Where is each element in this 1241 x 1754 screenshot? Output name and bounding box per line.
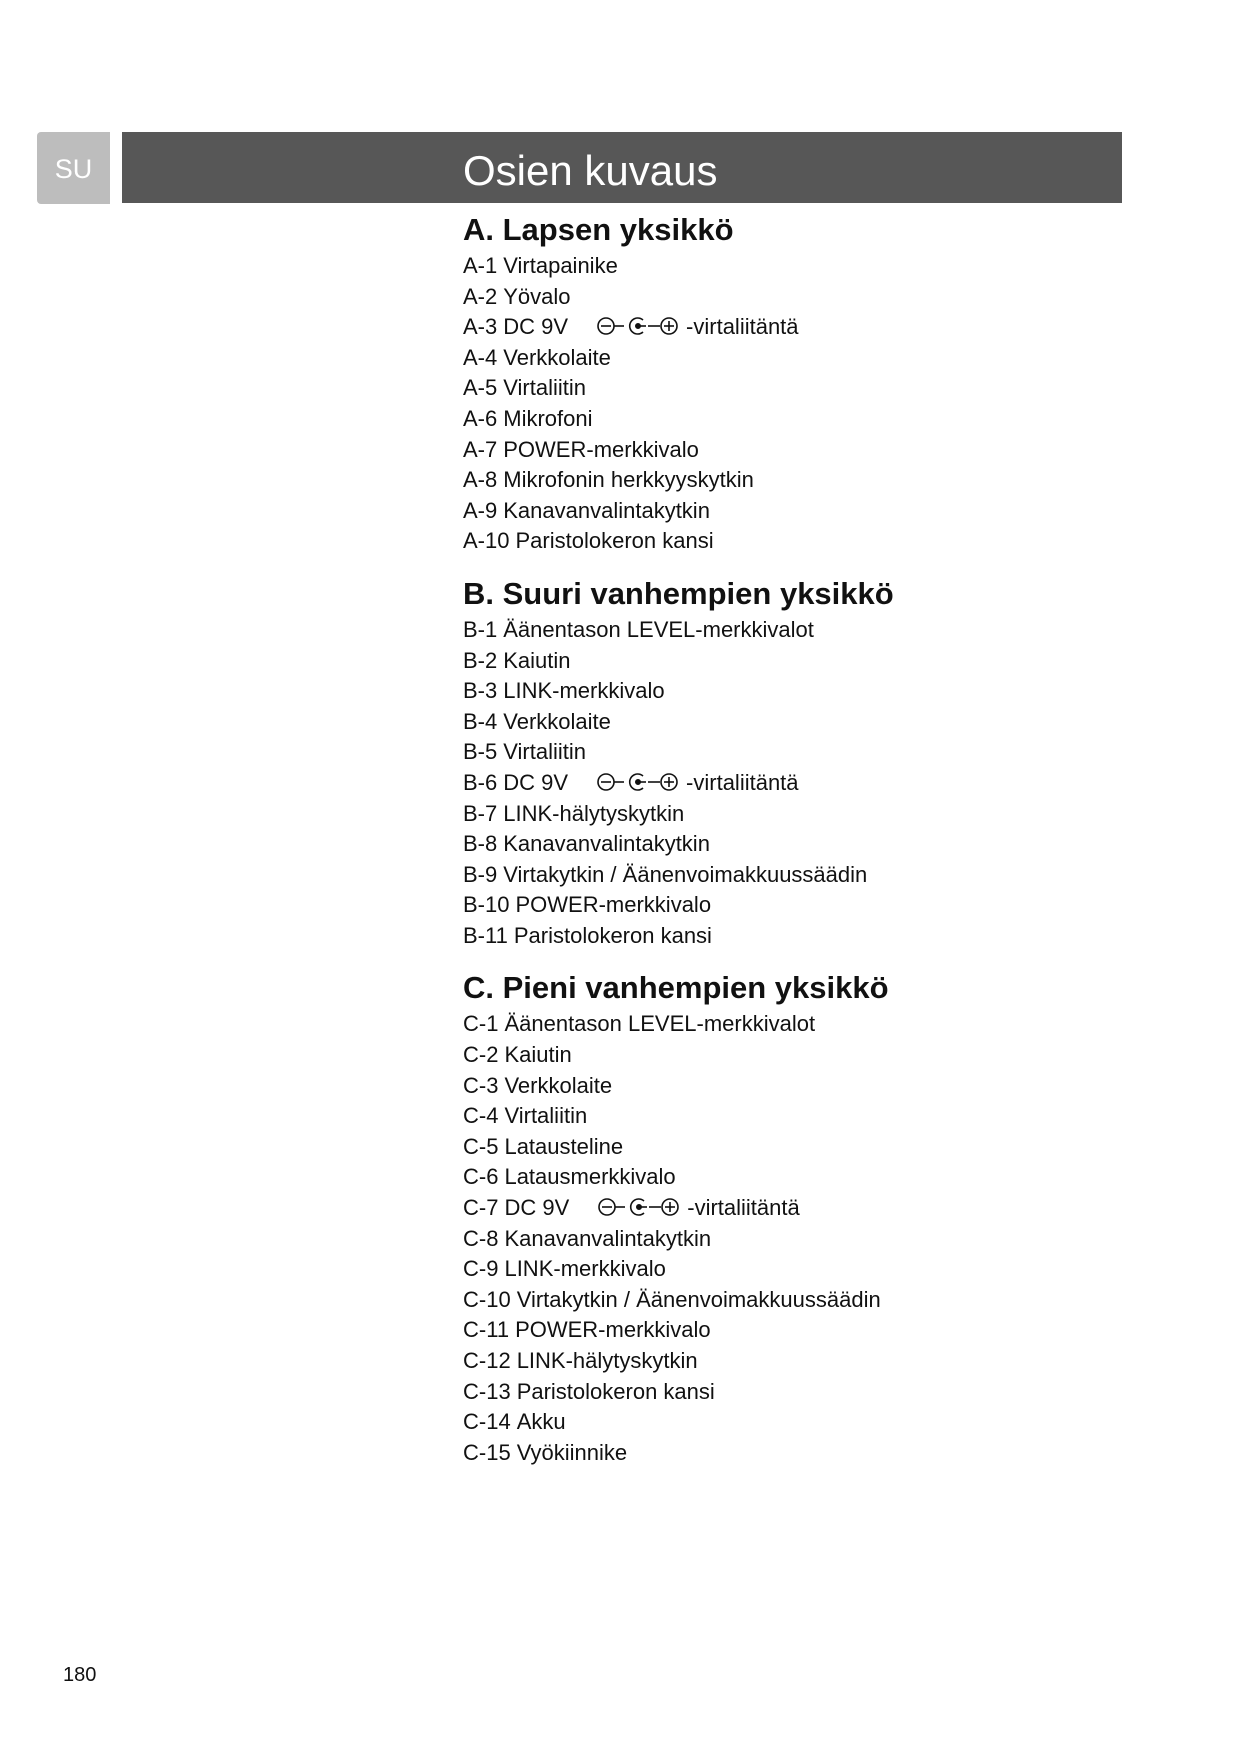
item-code: C-5 — [463, 1133, 499, 1159]
section-heading: A. Lapsen yksikkö — [463, 212, 734, 247]
item-suffix: -virtaliitäntä — [687, 1195, 800, 1221]
list-item — [463, 1346, 1183, 1377]
item-code: B-3 — [463, 678, 498, 704]
item-code: C-4 — [463, 1103, 499, 1129]
item-label: Akku — [516, 1409, 566, 1435]
item-code: C-2 — [463, 1042, 499, 1068]
item-code: C-3 — [463, 1072, 499, 1098]
page-title: Osien kuvaus — [463, 147, 718, 194]
list-item — [463, 799, 1183, 830]
item-label: Paristolokeron kansi — [513, 922, 712, 948]
item-code: B-10 — [463, 892, 510, 918]
list-item — [463, 1071, 1183, 1102]
item-label: DC 9V — [503, 314, 569, 340]
item-label: Verkkolaite — [503, 344, 611, 370]
list-item — [463, 646, 1183, 677]
item-code: C-8 — [463, 1225, 499, 1251]
item-code: C-15 — [463, 1439, 511, 1465]
list-item — [463, 1009, 1183, 1040]
section-heading: B. Suuri vanhempien yksikkö — [463, 575, 894, 611]
list-item — [463, 860, 1183, 891]
list-item — [463, 737, 1183, 768]
item-label: Verkkolaite — [503, 708, 611, 734]
list-item — [463, 343, 1183, 374]
list-item — [463, 1438, 1183, 1469]
item-label: Mikrofoni — [503, 405, 593, 431]
list-item — [463, 1224, 1183, 1255]
item-code: A-10 — [463, 528, 510, 554]
item-label: Virtaliitin — [504, 1103, 588, 1129]
item-code: C-12 — [463, 1348, 511, 1373]
list-item — [463, 1407, 1183, 1438]
item-code: A-4 — [463, 344, 498, 370]
section-a — [463, 210, 1183, 557]
item-code: B-1 — [463, 616, 498, 642]
item-label: Vyökiinnike — [516, 1439, 628, 1465]
item-code: C-1 — [463, 1011, 499, 1037]
item-code: C-7 — [463, 1195, 499, 1221]
item-code: B-8 — [463, 831, 498, 857]
item-code: B-6 — [463, 769, 498, 795]
item-code: B-9 — [463, 861, 498, 887]
item-code: A-3 — [463, 314, 498, 340]
list-item — [463, 615, 1183, 646]
item-code: C-11 — [463, 1317, 510, 1343]
item-label: Virtapainike — [503, 253, 618, 278]
list-item — [463, 435, 1183, 466]
list-item — [463, 251, 1183, 282]
list-item — [463, 1101, 1183, 1132]
item-code: C-10 — [463, 1286, 511, 1312]
item-code: B-4 — [463, 708, 498, 734]
item-code: A-6 — [463, 405, 498, 431]
item-label: Virtaliitin — [503, 739, 586, 765]
item-code: B-11 — [463, 922, 508, 948]
item-label: Kanavanvalintakytkin — [503, 831, 710, 857]
item-label: Kanavanvalintakytkin — [503, 497, 710, 523]
list-item — [463, 921, 1183, 952]
item-label: Virtaliitin — [503, 375, 586, 401]
item-label: Paristolokeron kansi — [515, 528, 714, 554]
item-label: POWER-merkkivalo — [515, 1317, 711, 1343]
item-label: POWER-merkkivalo — [515, 892, 712, 918]
item-label: LINK-hälytyskytkin — [516, 1348, 698, 1373]
section-heading: C. Pieni vanhempien yksikkö — [463, 970, 889, 1006]
list-item — [463, 1040, 1183, 1071]
item-label: Yövalo — [503, 283, 571, 309]
list-item — [463, 1315, 1183, 1346]
item-label: Äänentason LEVEL-merkkivalot — [504, 1011, 816, 1037]
list-item — [463, 312, 1183, 343]
section-c — [463, 968, 1183, 1468]
list-item — [463, 1285, 1183, 1316]
list-item — [463, 282, 1183, 313]
list-item — [463, 707, 1183, 738]
list-item — [463, 1377, 1183, 1408]
item-code: B-5 — [463, 739, 498, 765]
list-item — [463, 373, 1183, 404]
list-item — [463, 1162, 1183, 1193]
item-label: DC 9V — [503, 769, 569, 795]
item-label: Latausteline — [504, 1133, 624, 1159]
item-code: A-9 — [463, 497, 498, 523]
polarity-icon — [596, 315, 680, 337]
list-item — [463, 526, 1183, 557]
list-item — [463, 465, 1183, 496]
item-label: DC 9V — [504, 1195, 570, 1221]
item-label: Äänentason LEVEL-merkkivalot — [503, 616, 814, 642]
list-item — [463, 768, 1183, 799]
list-item — [463, 496, 1183, 527]
list-item — [463, 1132, 1183, 1163]
item-label: Verkkolaite — [504, 1072, 613, 1098]
item-code: A-2 — [463, 283, 498, 309]
item-label: Kanavanvalintakytkin — [504, 1225, 712, 1251]
item-label: Kaiutin — [503, 647, 571, 673]
item-suffix: -virtaliitäntä — [686, 314, 799, 340]
item-code: A-8 — [463, 467, 498, 493]
item-label: Virtakytkin / Äänenvoimakkuussäädin — [516, 1286, 881, 1312]
item-label: Paristolokeron kansi — [516, 1378, 715, 1404]
item-label: LINK-hälytyskytkin — [503, 800, 685, 826]
list-item — [463, 1193, 1183, 1224]
list-item — [463, 1254, 1183, 1285]
item-label: LINK-merkkivalo — [503, 678, 665, 704]
section-b — [463, 574, 1183, 952]
parts-description — [463, 210, 1183, 1485]
item-code: C-14 — [463, 1409, 511, 1435]
list-item — [463, 404, 1183, 435]
item-suffix: -virtaliitäntä — [686, 769, 799, 795]
list-item — [463, 890, 1183, 921]
item-label: Latausmerkkivalo — [504, 1164, 676, 1190]
item-code: C-6 — [463, 1164, 499, 1190]
item-label: Kaiutin — [504, 1042, 572, 1068]
item-label: LINK-merkkivalo — [504, 1256, 666, 1282]
item-code: A-1 — [463, 253, 498, 278]
polarity-icon — [596, 771, 680, 793]
item-code: A-5 — [463, 375, 498, 401]
list-item — [463, 829, 1183, 860]
item-code: C-13 — [463, 1378, 511, 1404]
item-label: Mikrofonin herkkyyskytkin — [503, 467, 754, 493]
item-code: A-7 — [463, 436, 498, 462]
language-tab: SU — [37, 132, 110, 204]
polarity-icon — [597, 1196, 681, 1218]
item-code: B-2 — [463, 647, 498, 673]
list-item — [463, 676, 1183, 707]
item-label: POWER-merkkivalo — [503, 436, 699, 462]
page-number: 180 — [63, 1664, 97, 1686]
item-label: Virtakytkin / Äänenvoimakkuussäädin — [503, 861, 868, 887]
item-code: C-9 — [463, 1256, 499, 1282]
item-code: B-7 — [463, 800, 498, 826]
